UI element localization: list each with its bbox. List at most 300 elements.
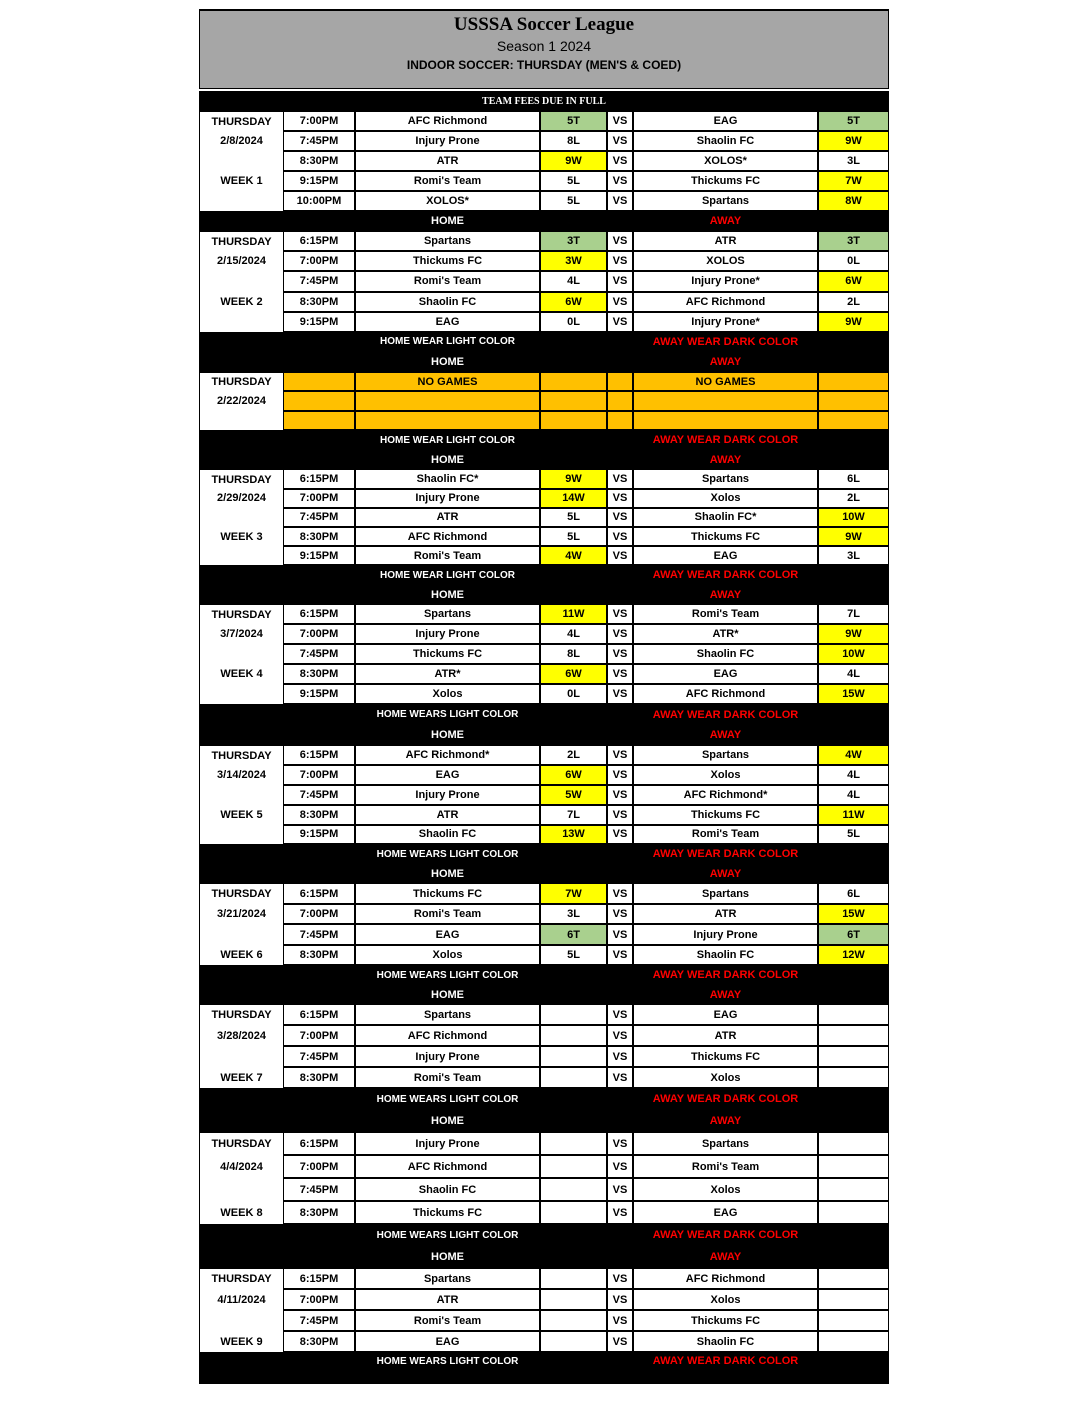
spacer (199, 1352, 355, 1370)
away-score: 4L (818, 785, 889, 805)
time-cell: 10:00PM (283, 191, 355, 211)
home-team: ATR (355, 151, 540, 171)
home-team: AFC Richmond (355, 1155, 540, 1178)
home-score (540, 1046, 607, 1067)
spacer (199, 565, 355, 585)
day-cell (199, 924, 283, 945)
home-score: 4L (540, 271, 607, 291)
home-wear-label: HOME WEARS LIGHT COLOR (376, 1229, 519, 1241)
away-team: Injury Prone* (633, 271, 818, 291)
away-team: Xolos (633, 489, 818, 508)
home-away-bar (199, 585, 889, 605)
away-score: 9W (818, 312, 889, 332)
time-cell: 8:30PM (283, 1201, 355, 1224)
home-score: 13W (540, 825, 607, 845)
away-team: Xolos (633, 1289, 818, 1310)
away-score: 4L (818, 765, 889, 785)
game-row (199, 1155, 889, 1178)
day-cell: WEEK 2 (199, 292, 283, 312)
home-team: EAG (355, 924, 540, 945)
away-score: 4W (818, 745, 889, 765)
home-team: Shaolin FC (355, 292, 540, 312)
away-score: 6T (818, 924, 889, 945)
game-row (199, 664, 889, 684)
away-wear-label: AWAY WEAR DARK COLOR (652, 848, 799, 861)
time-cell: 6:15PM (283, 231, 355, 251)
away-label: AWAY (709, 988, 742, 1001)
time-cell: 7:00PM (283, 111, 355, 131)
league-subtitle: INDOOR SOCCER: THURSDAY (MEN'S & COED) (406, 58, 682, 72)
home-team: EAG (355, 312, 540, 332)
time-cell: 6:15PM (283, 883, 355, 904)
away-score: 15W (818, 904, 889, 925)
home-away-bar (199, 352, 889, 372)
no-games-cell (818, 391, 889, 411)
time-cell: 7:00PM (283, 624, 355, 644)
vs-label: VS (607, 312, 633, 332)
no-games-row (199, 411, 889, 431)
home-score: 7L (540, 805, 607, 825)
vs-label: VS (607, 1004, 633, 1025)
time-cell: 6:15PM (283, 1268, 355, 1289)
home-score (540, 1004, 607, 1025)
spacer (540, 1246, 633, 1268)
away-team: AFC Richmond* (633, 785, 818, 805)
time-cell: 7:45PM (283, 1178, 355, 1201)
home-team: Injury Prone (355, 624, 540, 644)
home-away-bar (199, 211, 889, 231)
home-label: HOME (431, 867, 464, 880)
day-cell: WEEK 4 (199, 664, 283, 684)
game-row (199, 231, 889, 251)
home-team: Spartans (355, 231, 540, 251)
away-wear-label: AWAY WEAR DARK COLOR (652, 335, 799, 348)
no-games-cell (607, 372, 633, 392)
spacer (540, 1110, 633, 1132)
time-cell: 7:45PM (283, 508, 355, 527)
game-row (199, 508, 889, 527)
home-wear-label: HOME WEAR LIGHT COLOR (380, 569, 515, 581)
vs-label: VS (607, 1268, 633, 1289)
vs-label: VS (607, 1178, 633, 1201)
away-score: 5T (818, 111, 889, 131)
day-cell: WEEK 9 (199, 1331, 283, 1352)
spacer (540, 725, 633, 746)
spacer (199, 211, 355, 231)
game-row (199, 904, 889, 925)
home-team: Injury Prone (355, 489, 540, 508)
day-cell (199, 785, 283, 805)
no-games-cell (607, 411, 633, 431)
day-cell (199, 684, 283, 704)
day-cell: 2/8/2024 (199, 131, 283, 151)
away-team: EAG (633, 664, 818, 684)
spacer (199, 704, 355, 725)
day-cell: 3/14/2024 (199, 765, 283, 785)
away-team: Romi's Team (633, 1155, 818, 1178)
away-team: Injury Prone* (633, 312, 818, 332)
game-row (199, 745, 889, 765)
home-team: ATR (355, 805, 540, 825)
wear-color-bar (199, 1352, 889, 1370)
game-row (199, 527, 889, 546)
time-cell: 6:15PM (283, 1132, 355, 1155)
day-cell: THURSDAY (199, 111, 283, 131)
home-score (540, 1067, 607, 1088)
vs-label: VS (607, 624, 633, 644)
spacer (199, 352, 355, 372)
away-score (818, 1331, 889, 1352)
home-label: HOME (431, 1251, 464, 1264)
game-row (199, 765, 889, 785)
away-label: AWAY (709, 215, 742, 227)
time-cell: 7:00PM (283, 1289, 355, 1310)
home-score: 3T (540, 231, 607, 251)
vs-label: VS (607, 883, 633, 904)
home-team: Injury Prone (355, 131, 540, 151)
no-games-cell: NO GAMES (355, 372, 540, 392)
vs-label: VS (607, 1289, 633, 1310)
spacer (540, 352, 633, 372)
time-cell: 8:30PM (283, 945, 355, 966)
spacer (540, 704, 633, 725)
time-cell: 6:15PM (283, 1004, 355, 1025)
home-wear-label: HOME WEARS LIGHT COLOR (376, 1355, 519, 1367)
league-title: USSSA Soccer League (453, 14, 635, 35)
vs-label: VS (607, 489, 633, 508)
day-cell: 4/4/2024 (199, 1155, 283, 1178)
game-row (199, 191, 889, 211)
home-team: Thickums FC (355, 644, 540, 664)
game-row (199, 1132, 889, 1155)
vs-label: VS (607, 271, 633, 291)
vs-label: VS (607, 924, 633, 945)
wear-color-bar (199, 844, 889, 864)
home-score: 5L (540, 527, 607, 546)
game-row (199, 1331, 889, 1352)
time-cell: 7:45PM (283, 1310, 355, 1331)
game-row (199, 546, 889, 565)
game-row (199, 945, 889, 966)
game-row (199, 111, 889, 131)
away-team: Spartans (633, 469, 818, 488)
vs-label: VS (607, 292, 633, 312)
home-away-bar (199, 1246, 889, 1268)
day-cell: THURSDAY (199, 883, 283, 904)
away-label: AWAY (709, 1115, 742, 1128)
no-games-row (199, 391, 889, 411)
home-wear-label: HOME WEARS LIGHT COLOR (376, 1093, 519, 1105)
home-score (540, 1155, 607, 1178)
game-row (199, 292, 889, 312)
away-team: EAG (633, 1201, 818, 1224)
day-cell: WEEK 5 (199, 805, 283, 825)
day-cell: THURSDAY (199, 604, 283, 624)
no-games-cell (540, 411, 607, 431)
away-score (818, 1178, 889, 1201)
home-score (540, 1268, 607, 1289)
no-games-cell (633, 391, 818, 411)
spacer (540, 211, 633, 231)
day-cell (199, 1178, 283, 1201)
spacer (199, 1110, 355, 1132)
home-away-bar (199, 450, 889, 470)
fees-notice-bar (199, 91, 889, 111)
home-team: AFC Richmond* (355, 745, 540, 765)
home-label: HOME (431, 729, 464, 742)
spacer (540, 332, 633, 352)
vs-label: VS (607, 1132, 633, 1155)
game-row (199, 883, 889, 904)
game-row (199, 1046, 889, 1067)
vs-label: VS (607, 825, 633, 845)
spacer (540, 585, 633, 605)
vs-label: VS (607, 684, 633, 704)
home-team: Shaolin FC* (355, 469, 540, 488)
time-cell: 7:45PM (283, 785, 355, 805)
vs-label: VS (607, 527, 633, 546)
away-team: Shaolin FC* (633, 508, 818, 527)
home-label: HOME (431, 988, 464, 1001)
away-wear-label: AWAY WEAR DARK COLOR (652, 1093, 799, 1106)
away-wear-label: AWAY WEAR DARK COLOR (652, 708, 799, 721)
home-score: 3L (540, 904, 607, 925)
vs-label: VS (607, 805, 633, 825)
away-score: 6W (818, 271, 889, 291)
no-games-cell (540, 391, 607, 411)
vs-label: VS (607, 151, 633, 171)
game-row (199, 1025, 889, 1046)
home-team: Spartans (355, 1004, 540, 1025)
wear-color-bar (199, 965, 889, 985)
home-score: 5L (540, 191, 607, 211)
away-team: Thickums FC (633, 1310, 818, 1331)
day-cell (199, 1310, 283, 1331)
game-row (199, 151, 889, 171)
away-team: Xolos (633, 765, 818, 785)
vs-label: VS (607, 765, 633, 785)
away-team: Spartans (633, 883, 818, 904)
vs-label: VS (607, 231, 633, 251)
home-team: Thickums FC (355, 1201, 540, 1224)
time-cell: 9:15PM (283, 684, 355, 704)
day-cell (199, 151, 283, 171)
home-team: Romi's Team (355, 271, 540, 291)
spacer (199, 965, 355, 985)
away-score (818, 1201, 889, 1224)
away-wear-label: AWAY WEAR DARK COLOR (652, 1355, 799, 1368)
day-cell: 4/11/2024 (199, 1289, 283, 1310)
spacer (540, 965, 633, 985)
day-cell: THURSDAY (199, 469, 283, 488)
game-row (199, 271, 889, 291)
home-score: 6W (540, 664, 607, 684)
away-wear-label: AWAY WEAR DARK COLOR (652, 969, 799, 982)
spacer (199, 1246, 355, 1268)
away-label: AWAY (709, 867, 742, 880)
away-score: 0L (818, 251, 889, 271)
time-cell: 8:30PM (283, 151, 355, 171)
bottom-bar (199, 1370, 889, 1384)
vs-label: VS (607, 251, 633, 271)
time-cell: 7:45PM (283, 1046, 355, 1067)
home-score (540, 1289, 607, 1310)
time-cell: 7:00PM (283, 1155, 355, 1178)
time-cell: 8:30PM (283, 664, 355, 684)
home-score: 4W (540, 546, 607, 565)
away-label: AWAY (709, 355, 742, 368)
spacer (540, 844, 633, 864)
season-label: Season 1 2024 (496, 38, 592, 54)
spacer (199, 864, 355, 884)
home-score: 9W (540, 151, 607, 171)
spacer (199, 985, 355, 1005)
home-score: 2L (540, 745, 607, 765)
away-team: Thickums FC (633, 1046, 818, 1067)
game-row (199, 624, 889, 644)
home-team: Romi's Team (355, 546, 540, 565)
away-team: Shaolin FC (633, 945, 818, 966)
away-score: 2L (818, 292, 889, 312)
away-label: AWAY (709, 453, 742, 466)
away-score (818, 1004, 889, 1025)
away-score: 9W (818, 624, 889, 644)
away-score (818, 1268, 889, 1289)
away-team: Xolos (633, 1178, 818, 1201)
spacer (199, 1088, 355, 1110)
away-team: AFC Richmond (633, 292, 818, 312)
away-team: XOLOS (633, 251, 818, 271)
game-row (199, 131, 889, 151)
no-games-cell (818, 411, 889, 431)
no-games-cell (355, 411, 540, 431)
time-cell: 7:45PM (283, 924, 355, 945)
time-cell: 7:45PM (283, 271, 355, 291)
wear-color-bar (199, 565, 889, 585)
away-score: 3L (818, 151, 889, 171)
away-label: AWAY (709, 729, 742, 742)
home-score: 6W (540, 292, 607, 312)
day-cell: THURSDAY (199, 372, 283, 392)
home-wear-label: HOME WEAR LIGHT COLOR (380, 336, 515, 348)
away-team: EAG (633, 1004, 818, 1025)
home-team: AFC Richmond (355, 111, 540, 131)
away-team: Shaolin FC (633, 644, 818, 664)
wear-color-bar (199, 1088, 889, 1110)
away-score (818, 1046, 889, 1067)
home-wear-label: HOME WEARS LIGHT COLOR (376, 848, 519, 860)
away-team: AFC Richmond (633, 1268, 818, 1289)
away-team: Injury Prone (633, 924, 818, 945)
game-row (199, 1067, 889, 1088)
no-games-cell (818, 372, 889, 392)
game-row (199, 1201, 889, 1224)
day-cell (199, 508, 283, 527)
away-score: 8W (818, 191, 889, 211)
time-cell: 7:00PM (283, 765, 355, 785)
vs-label: VS (607, 131, 633, 151)
day-cell: WEEK 1 (199, 171, 283, 191)
home-team: Romi's Team (355, 1067, 540, 1088)
time-cell: 7:45PM (283, 131, 355, 151)
game-row (199, 684, 889, 704)
home-team: Shaolin FC (355, 825, 540, 845)
day-cell: 2/22/2024 (199, 391, 283, 411)
vs-label: VS (607, 1025, 633, 1046)
home-score: 0L (540, 684, 607, 704)
home-team: Shaolin FC (355, 1178, 540, 1201)
home-team: Romi's Team (355, 171, 540, 191)
game-row (199, 171, 889, 191)
away-team: ATR* (633, 624, 818, 644)
day-cell (199, 411, 283, 431)
home-away-bar (199, 725, 889, 746)
game-row (199, 924, 889, 945)
away-team: ATR (633, 231, 818, 251)
spacer (540, 565, 633, 585)
home-team: AFC Richmond (355, 1025, 540, 1046)
away-score: 7W (818, 171, 889, 191)
no-games-cell (540, 372, 607, 392)
away-score: 10W (818, 644, 889, 664)
home-team: Xolos (355, 684, 540, 704)
time-cell: 7:00PM (283, 251, 355, 271)
spacer (540, 1352, 633, 1370)
wear-color-bar (199, 1224, 889, 1246)
day-cell: WEEK 8 (199, 1201, 283, 1224)
time-cell: 8:30PM (283, 805, 355, 825)
vs-label: VS (607, 469, 633, 488)
schedule-sheet (199, 9, 889, 1384)
away-score: 6L (818, 883, 889, 904)
vs-label: VS (607, 745, 633, 765)
day-cell (199, 1046, 283, 1067)
home-label: HOME (431, 453, 464, 466)
home-score (540, 1025, 607, 1046)
game-row (199, 785, 889, 805)
spacer (540, 450, 633, 470)
home-team: ATR* (355, 664, 540, 684)
home-team: EAG (355, 765, 540, 785)
home-score: 9W (540, 469, 607, 488)
away-label: AWAY (709, 588, 742, 601)
day-cell (199, 825, 283, 845)
home-team: Injury Prone (355, 1132, 540, 1155)
home-score: 11W (540, 604, 607, 624)
home-score: 3W (540, 251, 607, 271)
game-row (199, 825, 889, 845)
home-team: ATR (355, 1289, 540, 1310)
away-score: 2L (818, 489, 889, 508)
away-team: Thickums FC (633, 171, 818, 191)
home-score: 5L (540, 945, 607, 966)
time-cell: 8:30PM (283, 1331, 355, 1352)
spacer (199, 585, 355, 605)
away-score: 12W (818, 945, 889, 966)
away-score: 15W (818, 684, 889, 704)
day-cell: THURSDAY (199, 1268, 283, 1289)
away-score (818, 1132, 889, 1155)
game-row (199, 1178, 889, 1201)
spacer (199, 430, 355, 450)
day-cell: THURSDAY (199, 231, 283, 251)
no-games-cell (283, 372, 355, 392)
day-cell: 3/7/2024 (199, 624, 283, 644)
spacer (540, 985, 633, 1005)
home-team: Thickums FC (355, 251, 540, 271)
spacer (540, 864, 633, 884)
home-score: 14W (540, 489, 607, 508)
